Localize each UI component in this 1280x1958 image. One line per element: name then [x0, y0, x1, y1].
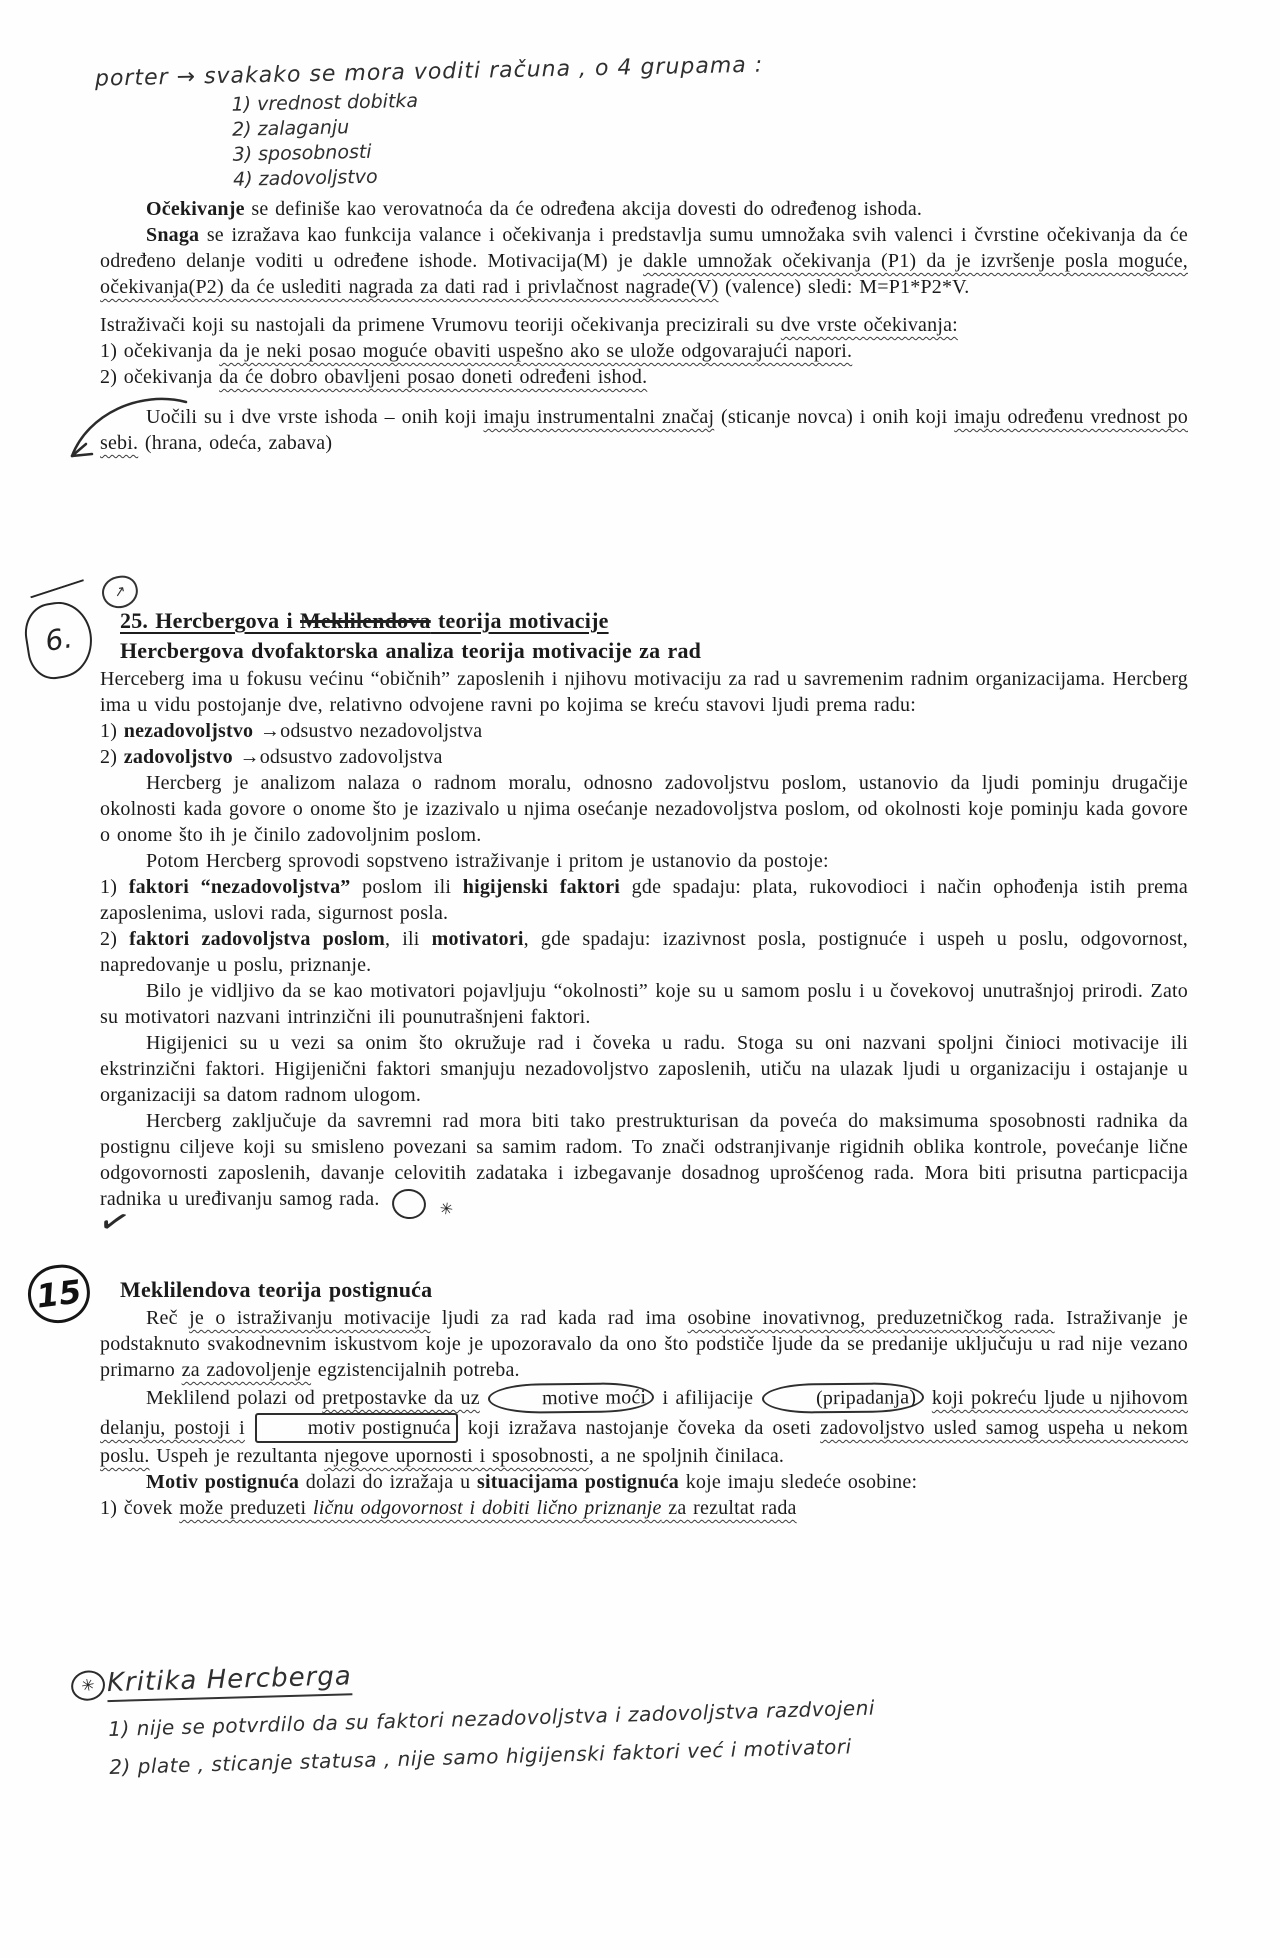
text-run: poslom ili: [350, 876, 463, 898]
bold-term: faktori zadovoljstva poslom: [129, 928, 385, 950]
hand-underlined-text: za zadovoljenje: [181, 1359, 312, 1381]
list-item-hygiene-factors: [100, 874, 1188, 926]
bold-term: motivatori: [431, 928, 524, 950]
text-run: se izražava kao funkcija valance i očekivanja i predstavlja sumu umnožaka svih valenci i čvrstine očekivanja da će određeno delanje voditi u određene ishode. Motivacija(M) je: [100, 224, 1188, 272]
paragraph-mcclelland-intro: [100, 1305, 1188, 1383]
paragraph-herzberg-conclusion: [93, 1108, 1188, 1247]
heading-text: Meklilendova teorija postignuća: [120, 1277, 433, 1302]
text-run: se definiše kao verovatnoća da će određena akcija dovesti do određenog ishoda.: [244, 198, 923, 220]
text-run: 1): [100, 876, 129, 898]
bold-term: faktori “nezadovoljstva”: [128, 876, 351, 898]
check-icon: ✓: [93, 1198, 135, 1247]
list-item-dissatisfaction: [100, 718, 1188, 744]
hand-underlined-text: dve vrste očekivanja:: [780, 314, 958, 336]
text-run: Uočili su i dve vrste ishoda – onih koji: [146, 406, 484, 428]
text-run: i afilijacije: [655, 1387, 761, 1409]
bold-term: nezadovoljstvo: [123, 720, 254, 742]
hand-underlined-text: da je neki posao moguće obaviti uspešno ako se ulože odgovarajući napori.: [219, 340, 853, 362]
handwritten-line: 1) nije se potvrdilo da su faktori nezadovoljstva i zadovoljstva razdvojeni: [107, 1695, 876, 1742]
bold-term: higijenski faktori: [462, 876, 621, 898]
paragraph-hygiene-extrinsic: Higijenici su u vezi sa onim što okružuje rad i čoveka u radu. Stoga su oni nazvani spoljni činioci motivacije ili ekstrinzični faktori. Higijenični faktori smanjuju nezadovoljstvo zaposlenih, utiču na ulazak ljudi u organizaciju i ostajanje u organizaciji sa datom radnom ulogom.: [100, 1032, 1188, 1106]
handwritten-list-item: 2) zalaganju: [231, 116, 350, 141]
list-item-motivator-factors: [100, 926, 1188, 978]
text-run: 2): [100, 928, 130, 950]
list-item-achievement-1: [100, 1495, 1188, 1521]
paragraph-uocili: [100, 404, 1188, 456]
hand-underlined-text: dakle umnožak očekivanja (P1) da je izvršenje posla moguće, očekivanja(P2) da će uslediti nagrada za dati rad i privlačnost nagrade(V): [100, 250, 1188, 298]
spacer: [100, 300, 1188, 312]
text-run: 1): [100, 720, 124, 742]
hand-underlined-text: imaju određenu vrednost po sebi.: [100, 406, 1188, 454]
heading-underlined-text: [120, 608, 609, 633]
spacer: [100, 390, 1188, 404]
text-run: →odsustvo zadovoljstva: [232, 746, 443, 768]
list-item-expectation-1: [100, 338, 1188, 364]
text-run: 2): [100, 746, 124, 768]
paragraph-herzberg-intro: Herceberg ima u fokusu većinu “običnih” zaposlenih i njihovu motivaciju za rad u savremenim radnim organizacijama. Hercberg ima u vidu postojanje dve, relativno odvojene ravni po kojima se kreću stavovi ljudi prema radu:: [100, 668, 1188, 716]
text-run: →odsustvo nezadovoljstva: [253, 720, 483, 742]
paragraph-motivators-intrinsic: Bilo je vidljivo da se kao motivatori pojavljuju “okolnosti” koje su u samom poslu i u čovekovoj unutrašnjoj prirodi. Zato su motivatori nazvani intrinzični ili pounutrašnjeni faktori.: [100, 980, 1188, 1028]
hand-underlined-text: da će dobro obavljeni posao doneti određeni ishod.: [219, 366, 648, 388]
text-run: koji izražava nastojanje čoveka da oseti: [458, 1417, 821, 1439]
hand-underlined-text: imaju instrumentalni značaj: [483, 406, 715, 428]
text-run: egzistencijalnih potreba.: [311, 1359, 520, 1381]
list-item-expectation-2: [100, 364, 1188, 390]
text-run: [925, 1387, 932, 1409]
text-run: koje imaju sledeće osobine:: [679, 1471, 918, 1493]
handwritten-note-top: [95, 49, 918, 195]
text-run: (valence) sledi: M=P1*P2*V.: [718, 276, 970, 298]
bold-term: situacijama postignuća: [476, 1471, 680, 1493]
circled-15-badge: [25, 1261, 94, 1326]
list-item-satisfaction: [100, 744, 1188, 770]
text-run: Hercberg zaključuje da savremni rad mora biti tako prestrukturisan da poveća do maksimuma sposobnosti radnika da postignu ciljeve koji su smisleno povezani sa samim radom. To znači odstranjivanje rigidnih oblika kontrole, povećanje lične odgovornosti zaposlenih, davanje celovitih zadataka i izbegavanje dosadnog uprošćenog rada. Mora biti prisutna particpacija radnika u uređivanju samog rada.: [100, 1110, 1188, 1210]
star-glyph: ✳: [437, 1198, 455, 1220]
text-run: 1) očekivanja: [100, 340, 220, 362]
bold-term: Snaga: [146, 224, 200, 246]
hand-circled-text: (pripadanja): [761, 1382, 923, 1414]
circled-star-icon: [68, 1667, 107, 1703]
text-run: Istraživači koji su nastojali da primene Vrumovu teoriji očekivanja precizirali su: [100, 314, 781, 336]
handwritten-list-item: 3) sposobnosti: [232, 140, 372, 166]
margin-scribble-doodle: [20, 597, 97, 682]
handwritten-title: Kritika Hercberga: [107, 1661, 353, 1702]
hand-boxed-text: motiv postignuća: [255, 1413, 458, 1443]
hand-underlined-text: zadovoljstvo usled samog uspeha u nekom poslu.: [100, 1417, 1189, 1467]
hand-underlined-text: pretpostavke da uz: [322, 1387, 480, 1409]
document-body: [34, 196, 1189, 1521]
struck-word: Meklilendova: [300, 608, 431, 633]
text-run: 25. Hercbergova i: [120, 608, 300, 633]
hand-underlined-text: osobine inovativnog, preduzetničkog rada.: [687, 1307, 1055, 1329]
section-subheading: Hercbergova dvofaktorska analiza teorija motivacije za rad: [120, 638, 702, 663]
handwritten-note-bottom: [79, 1636, 1260, 1786]
hand-underlined-text: koji pokreću ljude u njihovom delanju, postoji i: [100, 1387, 1189, 1439]
text-run: 1) čovek: [100, 1497, 180, 1519]
spacer: [100, 1219, 1188, 1275]
text-run: Istraživanje je podstaknuto svakodnevnim iskustvom koje je upozoravalo da ono što podstiče ljude da se predanije uključuju u rad nije vezano primarno: [100, 1307, 1188, 1381]
paragraph-istrazivaci: [100, 312, 1188, 338]
hand-underlined-text: može preduzeti: [179, 1497, 313, 1519]
hand-circled-text: motive moći: [488, 1382, 655, 1414]
bold-term: Motiv postignuća: [146, 1471, 300, 1493]
text-run: (hrana, odeća, zabava): [138, 432, 333, 454]
bold-term: zadovoljstvo: [123, 746, 233, 768]
paragraph-ocekivanje: [100, 196, 1188, 222]
handwritten-mark: 6.: [42, 621, 75, 658]
paragraph-mcclelland-motives: [100, 1383, 1188, 1469]
handwritten-number: 15: [34, 1272, 84, 1316]
text-run: Reč: [146, 1307, 190, 1329]
text-run: [245, 1417, 254, 1439]
text-run: (sticanje novca) i onih koji: [714, 406, 955, 428]
text-run: Uspeh je rezultanta: [149, 1445, 325, 1467]
handwritten-list: [231, 78, 917, 192]
hand-underlined-text: za rezultat rada: [661, 1497, 797, 1519]
handwritten-list-item: 4) zadovoljstvo: [232, 165, 378, 191]
text-run: dolazi do izražaja u: [299, 1471, 477, 1493]
text-run: ljudi za rad kada rad ima: [430, 1307, 688, 1329]
text-run: 2) očekivanja: [100, 366, 220, 388]
paragraph-snaga: [100, 222, 1188, 300]
text-run: teorija motivacije: [430, 608, 609, 633]
section-heading-mcclelland: [34, 1272, 1188, 1316]
circled-star-icon: [390, 1187, 455, 1221]
text-run: , a ne spoljnih činilaca.: [588, 1445, 785, 1467]
text-run: , gde spadaju: izazivnost posla, postignuće i uspeh u poslu, odgovornost, napredovanje u poslu, priznanje.: [100, 928, 1189, 976]
handwritten-line: porter → svakako se mora voditi računa , o 4 grupama :: [94, 52, 764, 92]
handwritten-line: 2) plate , sticanje statusa , nije samo higijenski faktori već i motivatori: [109, 1734, 852, 1780]
paragraph-herzberg-research: Potom Hercberg sprovodi sopstveno istraživanje i pritom je ustanovio da postoje:: [146, 850, 829, 872]
text-run: Meklilend polazi od: [146, 1387, 323, 1409]
paragraph-herzberg-analysis: Hercberg je analizom nalaza o radnom moralu, odnosno zadovoljstvu poslom, ustanovio da ljudi pominju drugačije okolnosti kada govore o onome što je izazivalo u njima osećanje nezadovoljstva poslom, od okolnosti koje pominju kada govore o onome što ih je činilo zadovoljnim poslom.: [100, 772, 1188, 846]
text-run: , ili: [384, 928, 432, 950]
bold-term: Očekivanje: [146, 198, 245, 220]
spacer: [100, 456, 1188, 606]
arrow-icon: ↗: [112, 582, 128, 602]
hand-underlined-italic-text: ličnu odgovornost i dobiti lično priznanje: [312, 1497, 662, 1519]
handwritten-list-item: 1) vrednost dobitka: [231, 89, 419, 116]
text-run: [480, 1387, 487, 1409]
text-run: gde spadaju: plata, rukovodioci i način ophođenja istih prema zaposlenima, uslovi rada, sigurnost posla.: [100, 876, 1189, 924]
star-glyph: ✳: [79, 1674, 97, 1696]
hand-underlined-text: njegove upornosti i sposobnosti: [324, 1445, 589, 1467]
paragraph-achievement-motive: [100, 1469, 1188, 1495]
hand-underlined-text: je o istraživanju motivacije: [189, 1307, 431, 1329]
